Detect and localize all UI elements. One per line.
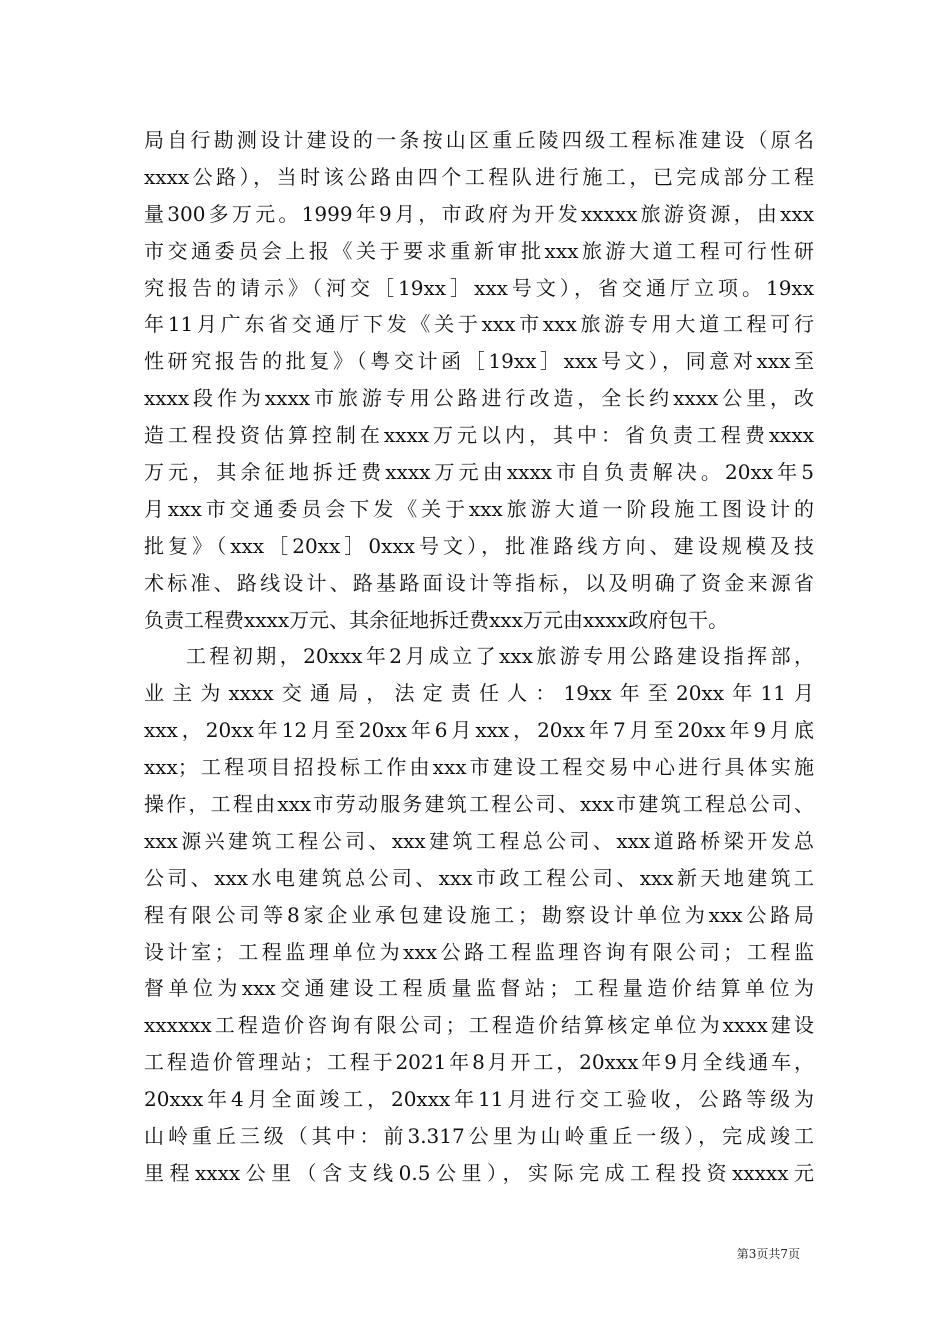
text-line: 程有限公司等8家企业承包建设施工；勘察设计单位为xxx公路局: [144, 902, 814, 927]
text-line: 负责工程费xxxx万元、其余征地拆迁费xxx万元由xxxx政府包干。: [144, 607, 729, 632]
text-line: 月xxx市交通委员会下发《关于xxx旅游大道一阶段施工图设计的: [144, 496, 814, 521]
text-line: xxx；工程项目招投标工作由xxx市建设工程交易中心进行具体实施: [144, 755, 814, 780]
text-line: 批复》（xxx［20xx］0xxx号文），批准路线方向、建设规模及技: [144, 533, 814, 558]
text-line: 年11月广东省交通厅下发《关于xxx市xxx旅游专用大道工程可行: [144, 312, 814, 337]
text-line: xxxx段作为xxxx市旅游专用公路进行改造，全长约xxxx公里，改: [144, 386, 814, 411]
text-line: 市交通委员会上报《关于要求重新审批xxx旅游大道工程可行性研: [144, 238, 814, 263]
text-line: 公司、xxx水电建筑总公司、xxx市政工程公司、xxx新天地建筑工: [144, 865, 814, 890]
paragraph-1: [144, 122, 814, 638]
text-line: xxxx公路），当时该公路由四个工程队进行施工，已完成部分工程: [144, 164, 814, 189]
text-line: 量300多万元。1999年9月，市政府为开发xxxxx旅游资源，由xxx: [144, 201, 814, 226]
text-line: 局自行勘测设计建设的一条按山区重丘陵四级工程标准建设（原名: [144, 128, 814, 152]
text-line: 业主为xxxx交通局，法定责任人：19xx年至20xx年11月: [144, 681, 814, 706]
text-line: 工程初期，20xxx年2月成立了xxx旅游专用公路建设指挥部，: [186, 644, 814, 669]
text-line: 设计室；工程监理单位为xxx公路工程监理咨询有限公司；工程监: [144, 939, 814, 964]
text-line: 万元，其余征地拆迁费xxxx万元由xxxx市自负责解决。20xx年5: [144, 460, 814, 485]
text-line: 操作，工程由xxx市劳动服务建筑工程公司、xxx市建筑工程总公司、: [144, 792, 814, 817]
text-line: 山岭重丘三级（其中：前3.317公里为山岭重丘一级），完成竣工: [144, 1124, 814, 1149]
text-line: 工程造价管理站；工程于2021年8月开工，20xxx年9月全线通车，: [144, 1050, 814, 1075]
text-line: 性研究报告的批复》（粤交计函［19xx］xxx号文），同意对xxx至: [144, 349, 814, 374]
text-line: 造工程投资估算控制在xxxx万元以内，其中：省负责工程费xxxx: [144, 423, 814, 448]
text-line: 究报告的请示》（河交［19xx］xxx号文），省交通厅立项。19xx: [144, 275, 814, 300]
text-line: 督单位为xxx交通建设工程质量监督站；工程量造价结算单位为: [144, 976, 814, 1001]
text-line: 20xxx年4月全面竣工，20xxx年11月进行交工验收，公路等级为: [144, 1087, 814, 1112]
paragraph-2: [144, 638, 814, 1191]
text-line: xxx，20xx年12月至20xx年6月xxx，20xx年7月至20xx年9月底: [144, 718, 814, 743]
text-line: xxxxxx工程造价咨询有限公司；工程造价结算核定单位为xxxx建设: [144, 1013, 814, 1038]
text-line: 术标准、路线设计、路基路面设计等指标，以及明确了资金来源省: [144, 570, 814, 595]
text-line: xxx源兴建筑工程公司、xxx建筑工程总公司、xxx道路桥梁开发总: [144, 828, 814, 853]
document-body: [144, 122, 814, 1192]
text-line: 里程xxxx公里（含支线0.5公里），实际完成工程投资xxxxx元: [144, 1160, 814, 1185]
page-number: 第3页共7页: [736, 1247, 800, 1261]
